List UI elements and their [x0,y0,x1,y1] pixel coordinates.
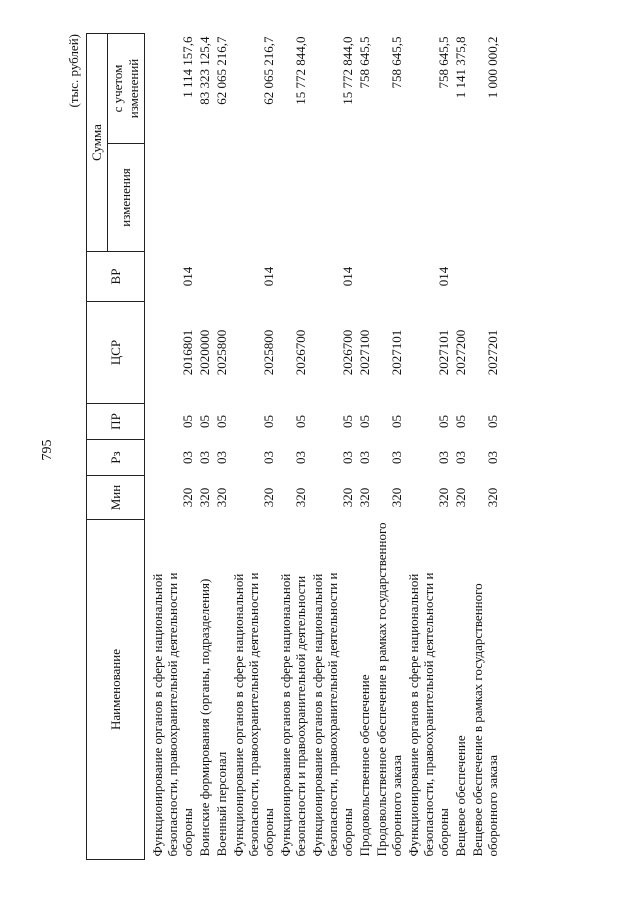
row-min: 320 [357,487,372,508]
row-changes [213,144,230,252]
row-pr: 05 [485,415,500,428]
row-csr: 2020000 [197,329,212,376]
table-body [145,34,502,860]
row-csr: 2027201 [485,329,500,376]
row-changes [356,144,373,252]
table-row [196,34,213,860]
row-name: Функционирование органов в сфере национальной безопасности, правоохранительной деятельности и обороны [406,572,451,857]
row-rz: 03 [357,451,372,464]
row-csr: 2025800 [261,329,276,376]
row-total: 1 141 375,8 [453,36,468,99]
row-pr: 05 [389,415,404,428]
row-csr: 2026700 [293,329,308,376]
row-csr: 2016801 [180,329,195,376]
row-min: 320 [340,487,355,508]
table-row [469,34,501,860]
row-total: 62 065 216,7 [261,36,276,105]
row-rz: 03 [214,451,229,464]
row-total: 758 645,5 [436,36,451,89]
table-row [356,34,373,860]
row-pr: 05 [357,415,372,428]
row-vr [196,252,213,302]
row-csr: 2027200 [453,329,468,376]
row-changes [469,144,501,252]
row-changes [230,144,277,252]
row-pr: 05 [436,415,451,428]
row-rz: 03 [180,451,195,464]
table-header [87,34,145,860]
row-name: Вещевое обеспечение [453,735,468,857]
row-name: Функционирование органов в сфере национальной безопасности, правоохранительной деятельности и обороны [150,572,195,857]
row-changes [309,144,356,252]
row-vr: 014 [436,266,451,287]
header-name: Наименование [87,520,145,860]
row-name: Функционирование органов в сфере национальной безопасности, правоохранительной деятельности и обороны [310,572,355,857]
row-name: Продовольственное обеспечение [357,674,372,857]
row-total: 83 323 125,4 [197,36,212,105]
row-total: 1 000 000,2 [485,36,500,99]
row-changes [149,144,196,252]
row-vr: 014 [180,266,195,287]
row-rz: 03 [485,451,500,464]
row-rz: 03 [197,451,212,464]
row-name: Военный персонал [214,751,229,857]
row-csr: 2027100 [357,329,372,376]
row-pr: 05 [180,415,195,428]
row-total: 758 645,5 [357,36,372,89]
table-row [149,34,196,860]
header-min: Мин [87,476,145,520]
row-changes [373,144,405,252]
header-pr: ПР [87,404,145,440]
header-csr: ЦСР [87,302,145,404]
row-name: Воинские формирования (органы, подразделения) [197,578,212,857]
page-number: 795 [40,439,55,461]
table-row [452,34,469,860]
budget-table [86,33,501,860]
row-vr [356,252,373,302]
row-name: Продовольственное обеспечение в рамках государственного оборонного заказа [374,522,404,857]
row-csr: 2025800 [214,329,229,376]
row-total: 1 114 157,6 [180,36,195,98]
row-total: 62 065 216,7 [214,36,229,105]
row-vr [373,252,405,302]
row-rz: 03 [453,451,468,464]
header-sum: Сумма [87,34,108,252]
row-min: 320 [214,487,229,508]
row-csr: 2027101 [436,329,451,376]
row-changes [277,144,309,252]
row-csr: 2026700 [340,329,355,376]
table-row [309,34,356,860]
header-vr: ВР [87,252,145,302]
header-with-changes: с учетом изменений [108,34,145,144]
row-pr: 05 [453,415,468,428]
row-pr: 05 [293,415,308,428]
row-vr [277,252,309,302]
row-min: 320 [180,487,195,508]
row-name: Вещевое обеспечение в рамках государственного оборонного заказа [470,583,500,857]
row-min: 320 [485,487,500,508]
row-min: 320 [197,487,212,508]
row-rz: 03 [340,451,355,464]
row-min: 320 [293,487,308,508]
row-pr: 05 [197,415,212,428]
row-pr: 05 [261,415,276,428]
header-changes: изменения [108,144,145,252]
table-row [277,34,309,860]
table-row [230,34,277,860]
row-rz: 03 [389,451,404,464]
row-rz: 03 [261,451,276,464]
units-note: (тыс. рублей) [66,34,81,108]
row-total: 15 772 844,0 [340,36,355,105]
row-csr: 2027101 [389,329,404,376]
row-total: 758 645,5 [389,36,404,89]
row-changes [405,144,452,252]
row-vr [469,252,501,302]
table-row [373,34,405,860]
row-total: 15 772 844,0 [293,36,308,105]
row-name: Функционирование органов в сфере национальной безопасности, правоохранительной деятельности и обороны [231,572,276,857]
row-vr [213,252,230,302]
row-vr: 014 [261,266,276,287]
row-min: 320 [436,487,451,508]
row-name: Функционирование органов в сфере национальной безопасности и правоохранительной деятельности [278,573,308,857]
row-rz: 03 [436,451,451,464]
header-rz: Рз [87,440,145,476]
row-min: 320 [261,487,276,508]
row-min: 320 [453,487,468,508]
table-row [213,34,230,860]
row-vr [452,252,469,302]
row-min: 320 [389,487,404,508]
row-pr: 05 [340,415,355,428]
row-rz: 03 [293,451,308,464]
row-pr: 05 [214,415,229,428]
row-vr: 014 [340,266,355,287]
row-changes [196,144,213,252]
row-changes [452,144,469,252]
table-row [405,34,452,860]
